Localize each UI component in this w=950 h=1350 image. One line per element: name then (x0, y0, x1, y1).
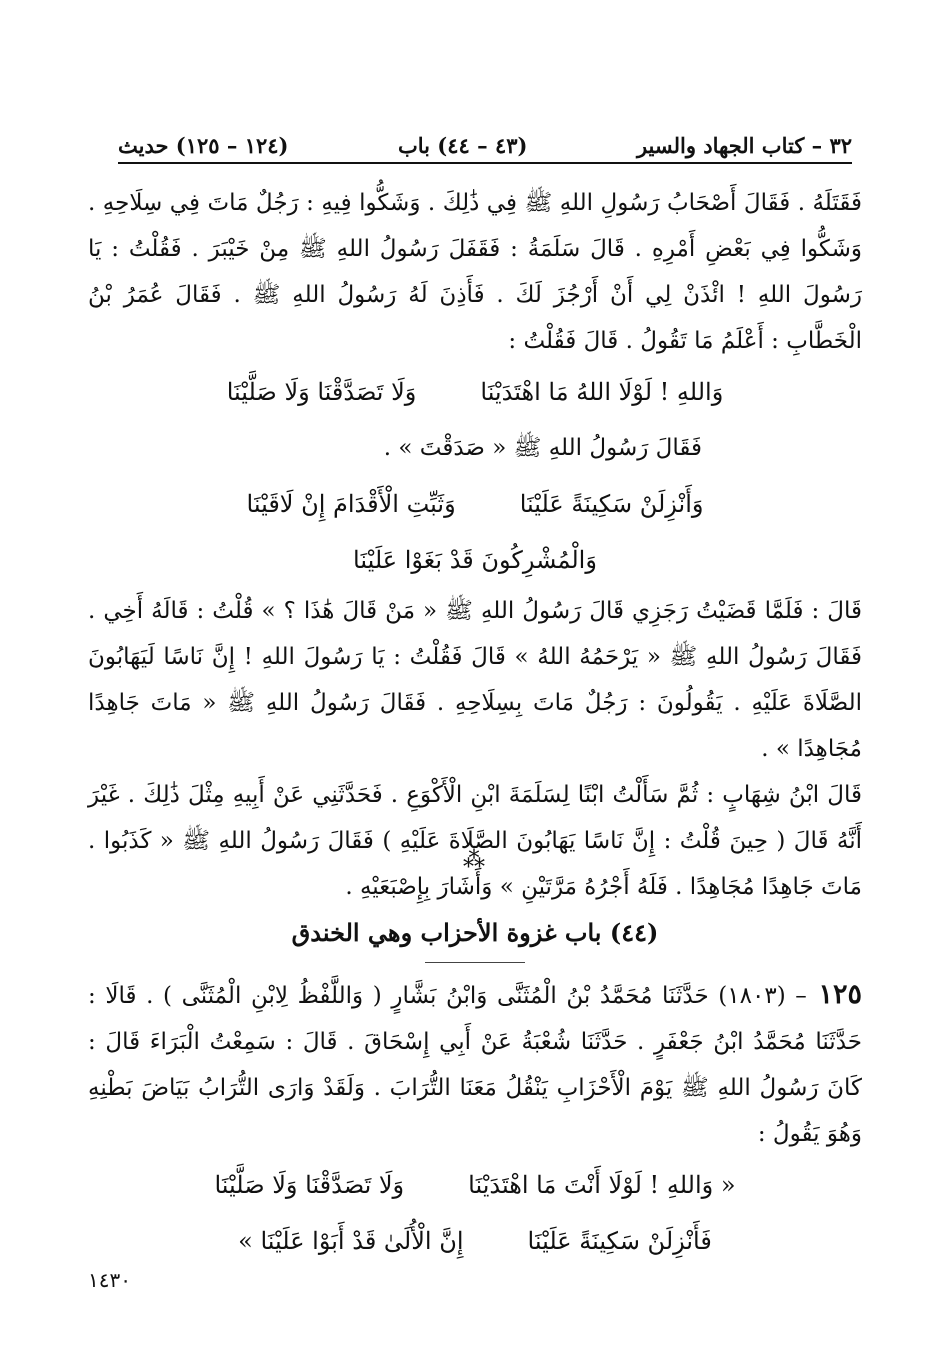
section-separator: ⁂ (463, 848, 487, 873)
text-line: بِسِلَاحِهِ . فَقَالَ رَسُولُ اللهِ ﷺ « مَاتَ جَاهِدًا مُجَاهِدًا » . (88, 690, 862, 762)
verse-line (88, 1157, 862, 1213)
text-line: قَالَ : فَلَمَّا قَضَيْتُ رَجَزِي قَالَ رَسُولُ اللهِ ﷺ « مَنْ قَالَ هَٰذَا ؟ » قُلْتُ : قَالَهُ أَخِي . فَقَالَ رَسُولُ اللهِ (88, 598, 862, 670)
hadith-range: (١٢٤ – ١٢٥) حديث (118, 133, 289, 158)
paragraph-1 (88, 180, 862, 364)
verse-first-hemistich: وَأَنْزِلَنْ سَكِينَةً عَلَيْنَا (519, 490, 704, 518)
text-line: يَنْقُلُ مَعَنَا التُّرَابَ . وَلَقَدْ وَارَى التُّرَابُ بَيَاضَ بَطْنِهِ وَهُوَ يَقُولُ : (88, 1075, 862, 1147)
verse-second-hemistich: وَثَبِّتِ الْأَقْدَامَ إِنْ لَاقَيْنَا (246, 490, 456, 518)
header-rule (118, 162, 852, 164)
verse-second-hemistich: إِنَّ الْأُلَىٰ قَدْ أَبَوْا عَلَيْنَا » (238, 1227, 464, 1255)
text-line: ابْنُ جَعْفَرٍ . حَدَّثَنَا شُعْبَةُ عَنْ أَبِي إِسْحَاقَ . قَالَ : سَمِعْتُ الْبَرَاءَ قَالَ : كَانَ رَسُولُ اللهِ ﷺ يَوْمَ الْأَحْزَابِ (88, 1029, 863, 1101)
chapter-range: (٤٣ – ٤٤) باب (397, 133, 528, 158)
text-line: فِي بَعْضِ أَمْرِهِ . قَالَ سَلَمَةُ : فَقَفَلَ رَسُولُ اللهِ ﷺ مِنْ خَيْبَرَ . فَقُلْتُ : يَا رَسُولَ اللهِ ! ائْذَنْ لِي أَنْ أَرْجُزَ لَكَ . (88, 236, 862, 308)
verse-first-hemistich: « وَاللهِ ! لَوْلَا أَنْتَ مَا اهْتَدَيْنَا (468, 1171, 736, 1199)
text-line: ﷺ « يَرْحَمُهُ اللهُ » قَالَ فَقُلْتُ : يَا رَسُولَ اللهِ ! إِنَّ نَاسًا لَيَهَابُونَ الصَّلَاةَ عَلَيْهِ . يَقُولُونَ : رَجُلٌ مَاتَ (88, 644, 862, 716)
paragraph-2 (88, 588, 862, 772)
text-line: فَأَذِنَ لَهُ رَسُولُ اللهِ ﷺ . فَقَالَ عُمَرُ بْنُ الْخَطَّابِ : أَعْلَمُ مَا تَقُولُ . قَالَ فَقُلْتُ : (88, 282, 862, 354)
text-line: قَالَ ابْنُ شِهَابٍ : ثُمَّ سَأَلْتُ ابْنًا لِسَلَمَةَ ابْنِ الْأَكْوَعِ . فَحَدَّثَنِي عَنْ أَبِيهِ مِثْلَ ذَٰلِكَ . غَيْرَ أَنَّهُ قَالَ (88, 782, 862, 854)
verse-line (88, 476, 862, 532)
text-line: ( حِينَ قُلْتُ : إِنَّ نَاسًا يَهَابُونَ الصَّلَاةَ عَلَيْهِ ) فَقَالَ رَسُولُ اللهِ ﷺ « كَذَبُوا . مَاتَ جَاهِدًا مُجَاهِدًا . (88, 828, 862, 900)
text-line: فَلَهُ أَجْرُهُ مَرَّتَيْنِ » وَأَشَارَ بِإِصْبَعَيْهِ . (345, 874, 668, 900)
verse-line-single: وَالْمُشْرِكُونَ قَدْ بَغَوْا عَلَيْنَا (353, 546, 597, 574)
verse-first-hemistich: وَاللهِ ! لَوْلَا اللهُ مَا اهْتَدَيْنَا (480, 378, 724, 406)
verse-response: فَقَالَ رَسُولُ اللهِ ﷺ « صَدَقْتَ » . (383, 435, 702, 461)
hadith-number: ١٢٥ (806, 979, 862, 1010)
chapter-title: (٤٤) باب غزوة الأحزاب وهي الخندق (291, 918, 659, 947)
verse-second-hemistich: وَلَا تَصَدَّقْنَا وَلَا صَلَّيْنَا (226, 378, 417, 406)
verse-line (88, 364, 862, 420)
running-header (118, 118, 852, 158)
verse-line (88, 1213, 862, 1269)
text-line: فَقَتَلَهُ . فَقَالَ أَصْحَابُ رَسُولِ اللهِ ﷺ فِي ذَٰلِكَ . وَشَكُّوا فِيهِ : رَجُلٌ مَاتَ فِي سِلَاحِهِ . وَشَكُّوا (88, 190, 862, 262)
hadith-paragraph (88, 972, 862, 1157)
verse-first-hemistich: فَأَنْزِلَنْ سَكِينَةً عَلَيْنَا (527, 1227, 712, 1255)
section-2-text (88, 972, 862, 1269)
section-1-text (88, 180, 862, 910)
page-number: ١٤٣٠ (88, 1268, 131, 1292)
book-title: ٣٢ – كتاب الجهاد والسير (636, 133, 852, 158)
text-line: – (١٨٠٣) حَدَّثَنَا مُحَمَّدُ بْنُ الْمُثَنَّى وَابْنُ بَشَّارٍ ( وَاللَّفْظُ لِابْنِ الْمُثَنَّى ) . قَالَا : حَدَّثَنَا مُحَمَّدُ (88, 983, 862, 1055)
verse-second-hemistich: وَلَا تَصَدَّقْنَا وَلَا صَلَّيْنَا (214, 1171, 405, 1199)
paragraph-3 (88, 772, 862, 910)
chapter-rule (425, 962, 525, 963)
